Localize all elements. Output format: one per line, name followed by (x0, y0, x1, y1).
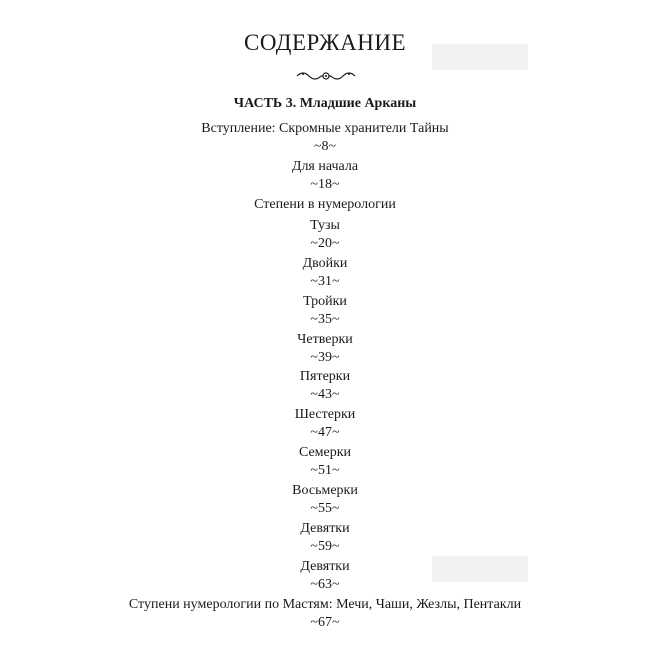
toc-entry-label: Девятки (300, 521, 350, 536)
ornament-divider-icon (295, 68, 357, 84)
toc-entry-label: Семерки (298, 445, 352, 460)
toc-entry-page-number: ~39~ (310, 350, 340, 365)
toc-entry-page-number: ~55~ (310, 501, 340, 516)
toc-entry-label: Девятки (300, 559, 350, 574)
toc-entry-page-number: ~35~ (310, 312, 340, 327)
toc-entry-label: Вступление: Скромные хранители Тайны (201, 121, 449, 136)
toc-entry-page-number: ~47~ (310, 425, 340, 440)
toc-entry-page-number: ~43~ (310, 387, 340, 402)
toc-entry-label: Тузы (310, 218, 340, 233)
page-title: СОДЕРЖАНИЕ (243, 30, 406, 55)
toc-entry-page-number: ~31~ (310, 274, 340, 289)
toc-entry-page-number: ~20~ (310, 236, 340, 251)
toc-entry-label: Восьмерки (292, 483, 358, 498)
toc-entry-label: Степени в нумерологии (254, 197, 396, 212)
toc-entry-label: Четверки (297, 332, 353, 347)
toc-entry-label: Для начала (291, 159, 359, 174)
toc-entry-label: Пятерки (299, 369, 351, 384)
toc-entry-page-number: ~18~ (310, 177, 340, 192)
toc-entry-page-number: ~63~ (310, 577, 340, 592)
toc-entry-page-number: ~8~ (313, 139, 337, 154)
toc-entry-label: Ступени нумерологии по Мастям: Мечи, Чаши, Жезлы, Пентакли (128, 597, 522, 612)
part-heading: ЧАСТЬ 3. Младшие Арканы (233, 96, 417, 111)
toc-entry-page-number: ~67~ (310, 615, 340, 630)
toc-entry-page-number: ~59~ (310, 539, 340, 554)
toc-entry-label: Тройки (303, 294, 347, 309)
toc-entry-page-number: ~51~ (310, 463, 340, 478)
toc-entry-label: Двойки (302, 256, 348, 271)
toc-entry-label: Шестерки (294, 407, 356, 422)
